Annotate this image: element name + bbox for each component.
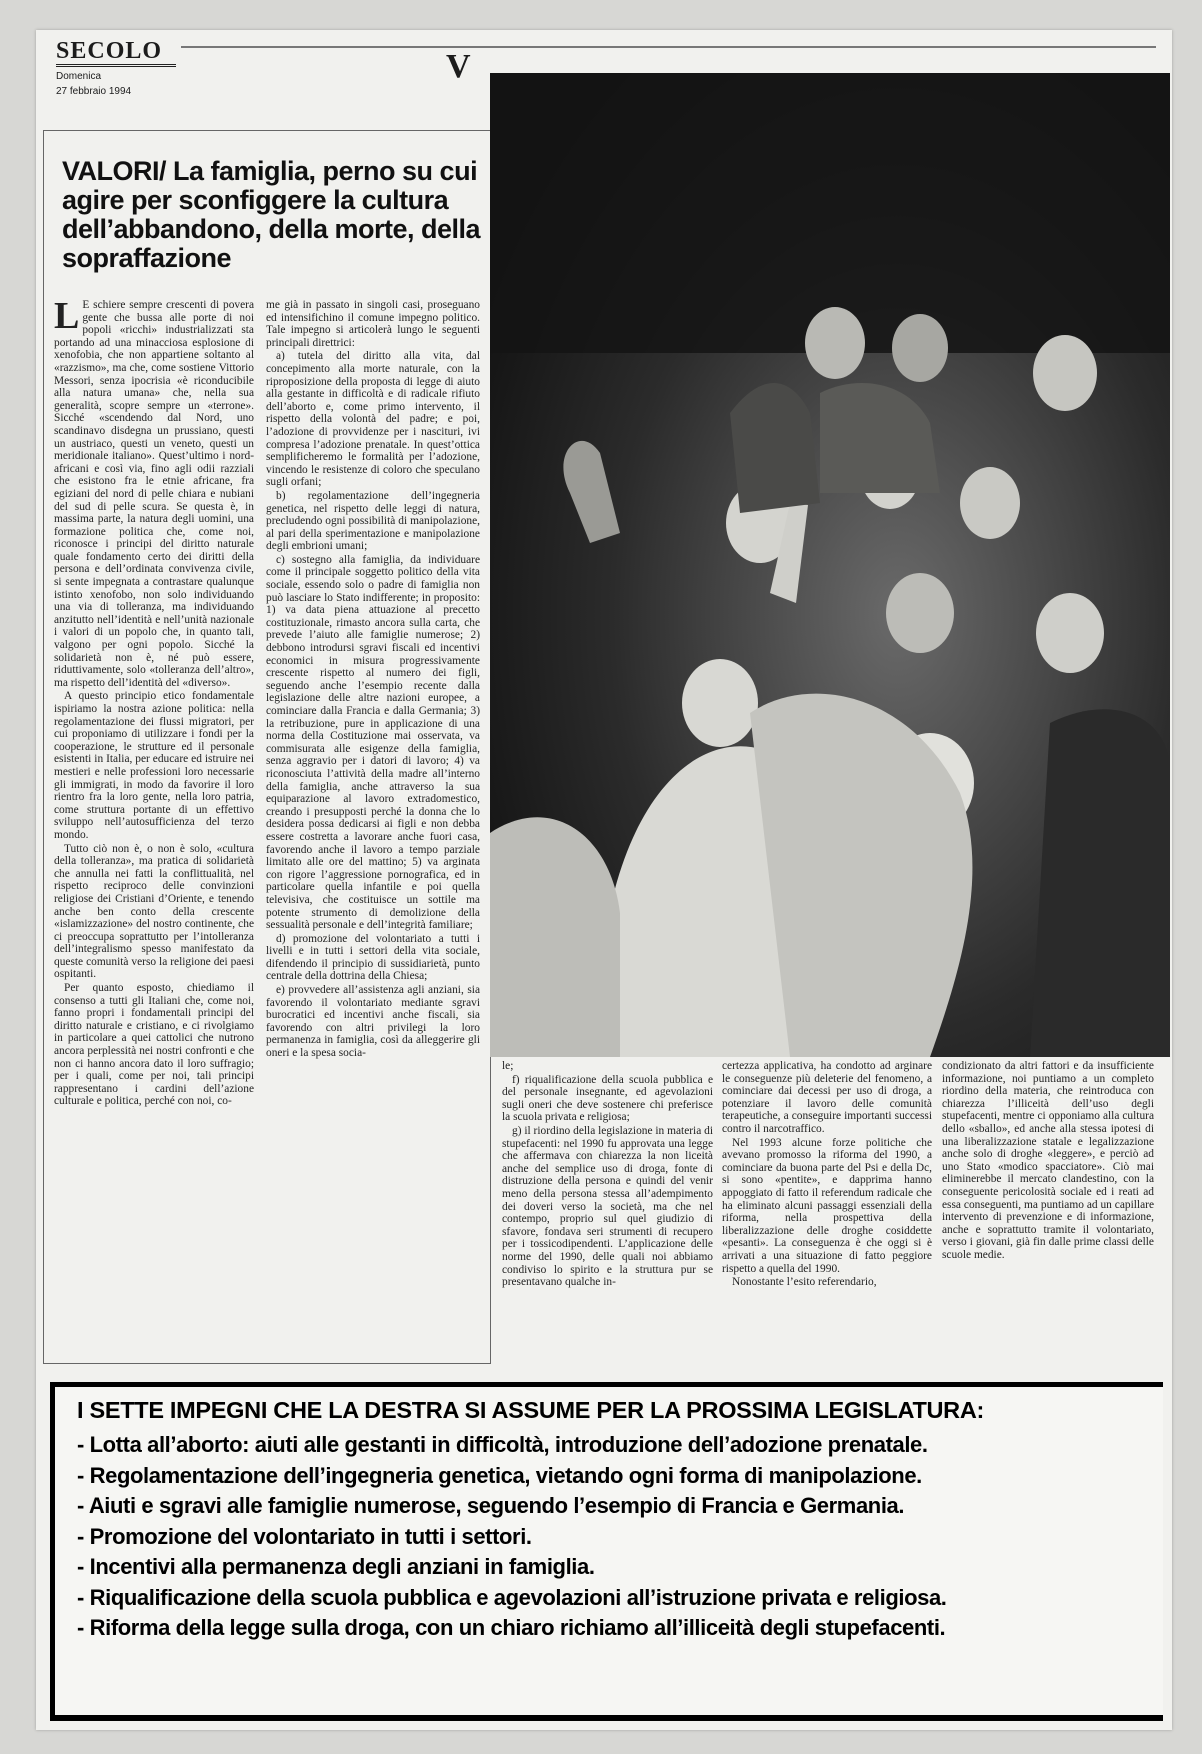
paper-logo: SECOLO — [56, 38, 176, 67]
paragraph: f) riqualificazione della scuola pubblica e del personale insegnante, ed agevolazioni sugli oneri che deve sostenere chi preferisce la scuola privata e religiosa; — [502, 1073, 713, 1124]
paragraph: e) provvedere all’assistenza agli anziani, sia favorendo il volontariato mediante sgravi burocratici ed incentivi anche fiscali, sia favorendo con altri privilegi la loro permanenza in famiglia, così da alleggerire gli oneri e la spesa socia- — [266, 984, 480, 1060]
paragraph — [54, 299, 254, 689]
masthead — [56, 38, 176, 97]
article-column-4 — [722, 1060, 932, 1362]
paragraph: certezza applicativa, ha condotto ad arginare le conseguenze più deleterie del fenomeno, a cominciare dai decessi per uso di droga, a potenziare il lavoro delle comunità terapeutiche, a conseguire importanti successi contro il narcotraffico. — [722, 1060, 932, 1135]
list-item: - Promozione del volontariato in tutti i settori. — [77, 1523, 532, 1549]
paragraph: Nel 1993 alcune forze politiche che avevano promosso la riforma del 1990, a cominciare da buona parte del Psi e della Dc, si sono «pentite», e dapprima hanno appoggiato di fatto il referendum radicale che ha eliminato alcuni passaggi essenziali della riforma, nella prospettiva della liberalizzazione delle droghe cosiddette «pesanti». La conseguenza è che oggi si è arrivati a una situazione di fatto peggiore rispetto a quella del 1990. — [722, 1136, 932, 1275]
list-item: - Riforma della legge sulla droga, con un chiaro richiamo all’illiceità degli stupefacenti. — [77, 1615, 946, 1640]
crowd-photo — [490, 73, 1170, 1057]
paragraph: b) regolamentazione dell’ingegneria genetica, nel rispetto delle leggi di natura, precludendo ogni possibilità di manipolazione, al pari della sperimentazione e manipolazione degli embrioni umani; — [266, 489, 480, 553]
paragraph: Per quanto esposto, chiediamo il consenso a tutti gli Italiani che, come noi, fanno propri i fondamentali principi del diritto naturale e cristiano, e ci rivolgiamo in particolare a quei cattolici che nutrono ancora perplessità nei nostri confronti e che non ci hanno ancora dato il loro suffragio; per i quali, come per noi, tali principi rappresentano i cardini dell’azione culturale e politica, perché con noi, co- — [54, 982, 254, 1108]
issue-weekday: Domenica — [56, 71, 102, 82]
photo-illustration — [490, 73, 1170, 1057]
paragraph: A questo principio etico fondamentale ispiriamo la nostra azione politica: nella regolamentazione dei flussi migratori, per cui proponiamo di utilizzare i fondi per la cooperazione, le strutture ed il personale esistenti in Italia, per educare ed istruire nei mestieri e nelle professioni loro necessarie gli immigrati, in modo da favorire il loro rientro fra la loro gente, nella loro patria, come struttura portante di un effettivo sviluppo nell’autosufficienza del terzo mondo. — [54, 690, 254, 841]
list-item: - Regolamentazione dell’ingegneria genetica, vietando ogni forma di manipolazione. — [77, 1462, 922, 1488]
article-column-1 — [54, 299, 254, 1357]
paragraph: d) promozione del volontariato a tutti i livelli e in tutti i settori della vita sociale, difendendo il principio di sussidiarietà, punto centrale della dottrina della Chiesa; — [266, 932, 480, 983]
top-divider — [181, 46, 1156, 48]
paragraph: Nonostante l’esito referendario, — [732, 1276, 877, 1289]
commitments-list — [77, 1430, 1163, 1644]
paragraph: condizionato da altri fattori e da insufficiente informazione, noi puntiamo a un completo riordino della materia, che reintroduca con chiarezza l’illiceità dell’uso degli stupefacenti, mentre ci opponiamo alla cultura dello «sballo», ed anche alla stessa ipotesi di una liberalizzazione statale e legalizzazione anche solo di droghe «leggere», e perciò ad uno Stato «modico spacciatore». Ciò mai eliminerebbe il mercato clandestino, con la conseguente pericolosità sociale ed i reati ad essa conseguenti, ma puntiamo ad un capillare intervento di prevenzione e di informazione, anche e soprattutto tramite il volontariato, verso i giovani, già fin dalle prime classi delle scuole medie. — [942, 1060, 1154, 1261]
list-item: - Aiuti e sgravi alle famiglie numerose, seguendo l’esempio di Francia e Germania. — [77, 1493, 905, 1518]
list-item: - Incentivi alla permanenza degli anziani in famiglia. — [77, 1554, 595, 1579]
drop-cap: L — [54, 299, 80, 337]
article-headline: VALORI/ La famiglia, perno su cui agire per sconfiggere la cultura dell’abbandono, della morte, della sopraffazione — [62, 156, 481, 273]
article-column-5 — [942, 1060, 1154, 1362]
paragraph: a) tutela del diritto alla vita, dal concepimento alla morte naturale, con la riproposizione della proposta di legge di aiuto alla gestante in difficoltà e di radicale rifiuto dell’aborto e, come primo intervento, il rispetto della volontà del padre; e poi, l’adozione di provvidenze per i nascituri, ivi compresa l’adozione prenatale. In quest’ottica semplificheremo le formalità per l’adozione, vincendo le resistenze di coloro che speculano sugli orfani; — [266, 350, 480, 489]
paragraph: c) sostegno alla famiglia, da individuare come il principale soggetto politico della vita sociale, essendo solo o padre di famiglia non può lasciare lo Stato indifferente; in proposito: 1) va data piena attuazione al precetto costituzionale, rimasto ancora sulla carta, che prevede l’aiuto alle famiglie numerose; 2) debbono introdursi sgravi fiscali ed incentivi economici in misura progressivamente crescente rispetto al numero dei figli, seguendo anche l’esempio recente dalla legislazione delle altre nazioni europee, a cominciare dalla Francia e dalla Germania; 3) la retribuzione, pure in applicazione di una norma della Costituzione mai osservata, va commisurata alle esigenze della famiglia, senza aggravio per i datori di lavoro; 4) va riconosciuta l’attività della madre all’interno della famiglia, anche attraverso la sua equiparazione al lavoro extradomestico, creando i presupposti perché la donna che lo desidera possa dedicarsi ai figli e non debba essere costretta a lavorare anche fuori casa, favorendo anche il lavoro a tempo parziale limitato alle ore del mattino; 5) va arginata con rigore l’aggressione pornografica, ed in particolare quella infantile e poi quella televisiva, che costituisce un sottile ma potente strumento di demolizione della sessualità personale e dell’integrità familiare; — [266, 553, 480, 932]
article-column-3 — [502, 1060, 713, 1362]
paragraph: g) il riordino della legislazione in materia di stupefacenti: nel 1990 fu approvata una legge che affermava con chiarezza la non liceità anche del semplice uso di droga, fonte di distruzione della persona e quindi del venir meno della persona stessa all’adempimento dei doveri verso la società, ma che nel contempo, proprio sul quel giudizio di sfavore, fondava seri strumenti di recupero per i tossicodipendenti. L’applicazione delle norme del 1990, delle quali noi abbiamo condiviso lo spirito e la struttura pur se presentavano qualche in- — [502, 1124, 713, 1289]
paragraph: le; — [502, 1060, 514, 1072]
section-letter: V — [446, 48, 471, 85]
seven-commitments-box — [50, 1382, 1163, 1721]
commitments-title: I SETTE IMPEGNI CHE LA DESTRA SI ASSUME PER LA PROSSIMA LEGISLATURA: — [77, 1397, 985, 1423]
list-item: - Riqualificazione della scuola pubblica e agevolazioni all’istruzione privata e religiosa. — [77, 1584, 947, 1610]
list-item: - Lotta all’aborto: aiuti alle gestanti in difficoltà, introduzione dell’adozione prenatale. — [77, 1432, 928, 1457]
article-column-2 — [266, 299, 480, 1357]
paragraph: Tutto ciò non è, o non è solo, «cultura della tolleranza», ma pratica di solidarietà che annulla nei fatti la conflittualità, nel rispetto reciproco delle convinzioni religiose dei Cristiani d’Oriente, e tenendo anche ben conto della crescente «islamizzazione» del nostro continente, che ci preoccupa soprattutto per l’intolleranza dell’integralismo spesso manifestato da queste comunità verso la religione dei paesi ospitanti. — [54, 842, 254, 981]
paragraph-text: E schiere sempre crescenti di povera gente che bussa alle porte di noi popoli «ricchi» industrializzati sta portando ad una minacciosa esplosione di xenofobia, che non appartiene soltanto al «razzismo», ma che, come sostiene Vittorio Messori, senza ipocrisia «è riconducibile alla natura umana» che, nella sua generalità, scopre sempre un «terrone». Sicché «scendendo dal Nord, uno scandinavo disdegna un prussiano, questi un austriaco, questi un veneto, questi un meridionale italiano». Quest’ultimo i nord-africani e così via, fino agli odii razziali che esistono fra le etnie africane, fra egiziani del nord di pelle chiara e nubiani del sud di pelle scura. Se questa è, in massima parte, la natura degli uomini, una formazione politica che, come noi, riconosce i principi del diritto naturale quale fondamento certo dei diritti della persona e dell’ordinata convivenza civile, si sente impegnata a contrastare qualunque istinto xenofobo, non solo individuando una via di tolleranza, ma individuando anzitutto nell’identità e nell’unità nazionale i valori di un popolo che, in quanto tali, valgono per ogni popolo. Sicché la solidarietà non è, né può essere, riduttivamente, solo «tolleranza dell’altro», ma rispetto dell’identità del «diverso». — [54, 299, 254, 689]
newspaper-page — [36, 30, 1172, 1730]
article — [43, 130, 491, 1364]
issue-date: 27 febbraio 1994 — [56, 86, 132, 97]
paragraph: me già in passato in singoli casi, proseguano ed intensifichino il comune impegno politico. Tale impegno si articolerà lungo le seguenti principali direttrici: — [266, 299, 480, 349]
